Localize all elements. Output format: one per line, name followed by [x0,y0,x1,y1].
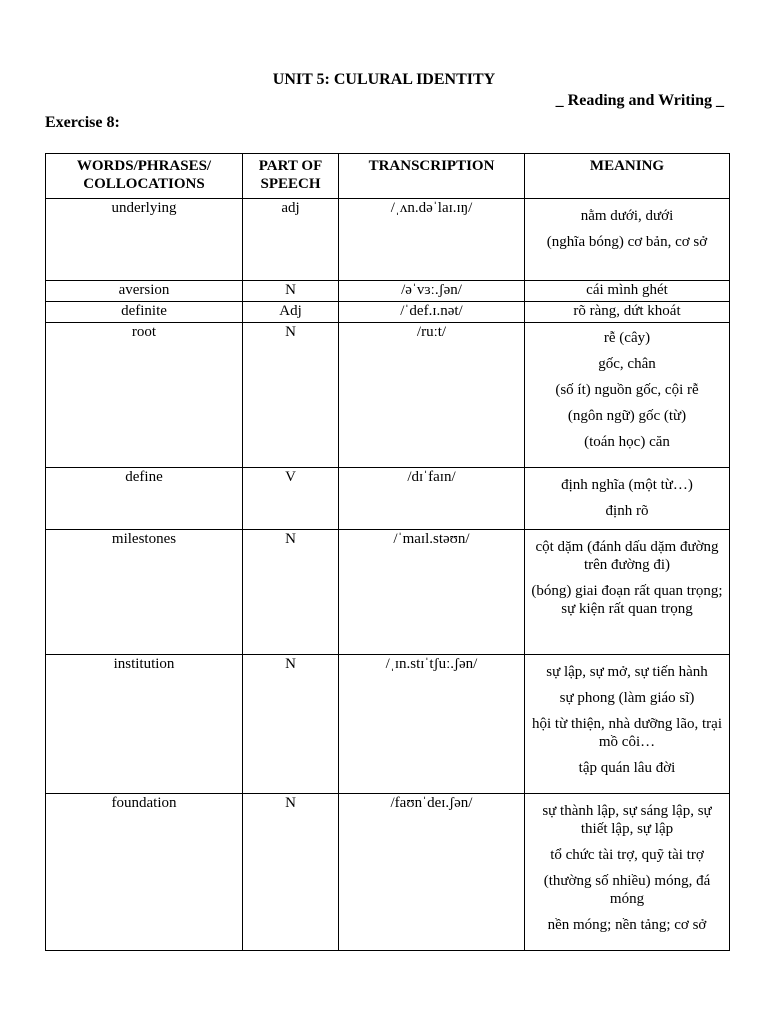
meaning-line: (bóng) giai đoạn rất quan trọng; sự kiện rất quan trọng [531,583,723,617]
meaning-line: rễ (cây) [603,330,651,346]
meaning-line: định rõ [605,503,649,519]
meaning-cell [525,281,730,302]
meaning-line: nền móng; nền tảng; cơ sở [547,917,707,933]
meaning-line: (nghĩa bóng) cơ bản, cơ sở [546,234,708,250]
transcription-cell: /ruːt/ [339,323,525,468]
table-row [46,530,730,655]
meaning-cell [525,655,730,794]
transcription-cell: /ˌʌn.dəˈlaɪ.ɪŋ/ [339,199,525,281]
word-cell: foundation [46,794,243,951]
meaning-line: sự thành lập, sự sáng lập, sự thiết lập, sự lập [542,803,712,837]
column-header-transcription: TRANSCRIPTION [339,154,525,199]
table-row [46,794,730,951]
meaning-line: hội từ thiện, nhà dưỡng lão, trại mồ côi… [532,716,722,750]
transcription-cell: /faʊnˈdeɪ.ʃən/ [339,794,525,951]
table-row [46,655,730,794]
word-cell: milestones [46,530,243,655]
page-title: UNIT 5: CULURAL IDENTITY [272,71,496,88]
pos-cell: Adj [243,302,339,323]
meaning-cell [525,302,730,323]
transcription-cell: /ˈmaɪl.stəʊn/ [339,530,525,655]
exercise-label: Exercise 8: [45,114,120,131]
meaning-line: (thường số nhiều) móng, đá móng [543,873,711,907]
column-header-part-of-speech: PART OF SPEECH [243,154,339,199]
pos-cell: N [243,323,339,468]
vocabulary-table [45,153,730,951]
transcription-cell: /dɪˈfaɪn/ [339,468,525,530]
meaning-line: (toán học) căn [584,434,670,450]
pos-cell: V [243,468,339,530]
transcription-cell: /ˈdef.ɪ.nət/ [339,302,525,323]
table-row [46,468,730,530]
column-header-meaning: MEANING [525,154,730,199]
meaning-line: sự lập, sự mở, sự tiến hành [546,664,708,680]
meaning-line: cột dặm (đánh dấu dặm đường trên đường đi) [535,539,719,573]
pos-cell: N [243,281,339,302]
meaning-cell [525,323,730,468]
pos-cell: adj [243,199,339,281]
meaning-cell [525,468,730,530]
meaning-line: định nghĩa (một từ…) [561,477,693,493]
meaning-line: rõ ràng, dứt khoát [573,303,681,319]
transcription-cell: /əˈvɜː.ʃən/ [339,281,525,302]
section-subtitle: _ Reading and Writing _ [555,92,724,109]
meaning-line: nằm dưới, dưới [580,208,674,224]
meaning-line: sự phong (làm giáo sĩ) [559,690,695,706]
pos-cell: N [243,794,339,951]
meaning-line: (ngôn ngữ) gốc (từ) [567,408,687,424]
pos-cell: N [243,530,339,655]
meaning-line: cái mình ghét [586,282,668,298]
pos-cell: N [243,655,339,794]
column-header-words: WORDS/PHRASES/ COLLOCATIONS [46,154,243,199]
table-row [46,302,730,323]
word-cell: institution [46,655,243,794]
word-cell: aversion [46,281,243,302]
table-row [46,281,730,302]
meaning-cell [525,794,730,951]
table-header-row [46,154,730,199]
meaning-line: tập quán lâu đời [578,760,676,776]
table-row [46,323,730,468]
meaning-line: gốc, chân [598,356,656,372]
transcription-cell: /ˌɪn.stɪˈtʃuː.ʃən/ [339,655,525,794]
word-cell: underlying [46,199,243,281]
word-cell: define [46,468,243,530]
meaning-cell [525,199,730,281]
meaning-cell [525,530,730,655]
word-cell: root [46,323,243,468]
table-row [46,199,730,281]
word-cell: definite [46,302,243,323]
meaning-line: (số ít) nguồn gốc, cội rễ [555,382,699,398]
meaning-line: tổ chức tài trợ, quỹ tài trợ [550,847,704,863]
